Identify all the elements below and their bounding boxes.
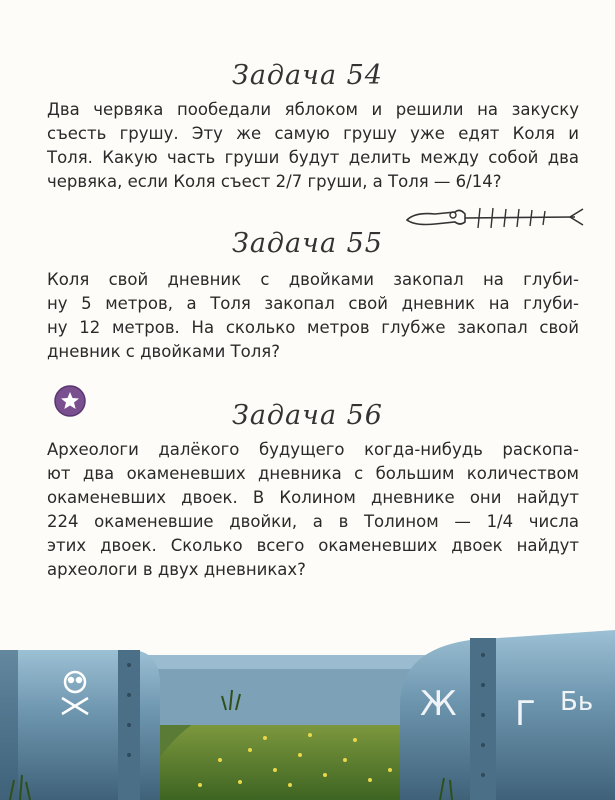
task-54-line: Два червяка пообедали яблоком и решили на закуску — [47, 100, 579, 119]
task-55-line: ну 12 метров. На сколько метров глубже закопал свой — [47, 318, 579, 337]
pipe-graffiti-text: Ж — [420, 684, 457, 724]
task-56-title: Задача 56 — [232, 400, 383, 431]
task-55-text — [47, 268, 579, 364]
underground-pipe-illustration — [0, 610, 615, 800]
task-55-line: Коля свой дневник с двойками закопал на глуби- — [47, 270, 579, 289]
task-54-line: червяка, если Коля съест 2/7 груши, а Толя — 6/14? — [47, 172, 502, 191]
task-55-title: Задача 55 — [232, 228, 383, 259]
task-54-line: Толя. Какую часть груши будут делить между собой два — [47, 148, 579, 167]
task-54-text — [47, 98, 579, 194]
pipe-graffiti-text: Бь — [560, 687, 594, 717]
task-56-line: окаменевших двоек. В Колином дневнике они найдут — [47, 488, 579, 507]
task-54-title: Задача 54 — [232, 60, 383, 91]
task-56-line: 224 окаменевшие двойки, а в Толином — 1/4 числа — [47, 512, 579, 531]
task-55-line: дневник с двойками Толя? — [47, 342, 280, 361]
task-56-line: археологи в двух дневниках? — [47, 560, 306, 579]
pipe-graffiti-text: Г — [515, 694, 536, 734]
task-56-line: ют два окаменевших дневника с большим количеством — [47, 464, 579, 483]
task-56-line: Археологи далёкого будущего когда-нибудь раскопа- — [47, 440, 579, 459]
task-56-text — [47, 438, 579, 582]
task-56-line: этих двоек. Сколько всего окаменевших двоек найдут — [47, 536, 579, 555]
task-55-line: ну 5 метров, а Толя закопал свой дневник на глуби- — [47, 294, 579, 313]
task-54-line: съесть грушу. Эту же самую грушу уже едят Коля и — [47, 124, 579, 143]
